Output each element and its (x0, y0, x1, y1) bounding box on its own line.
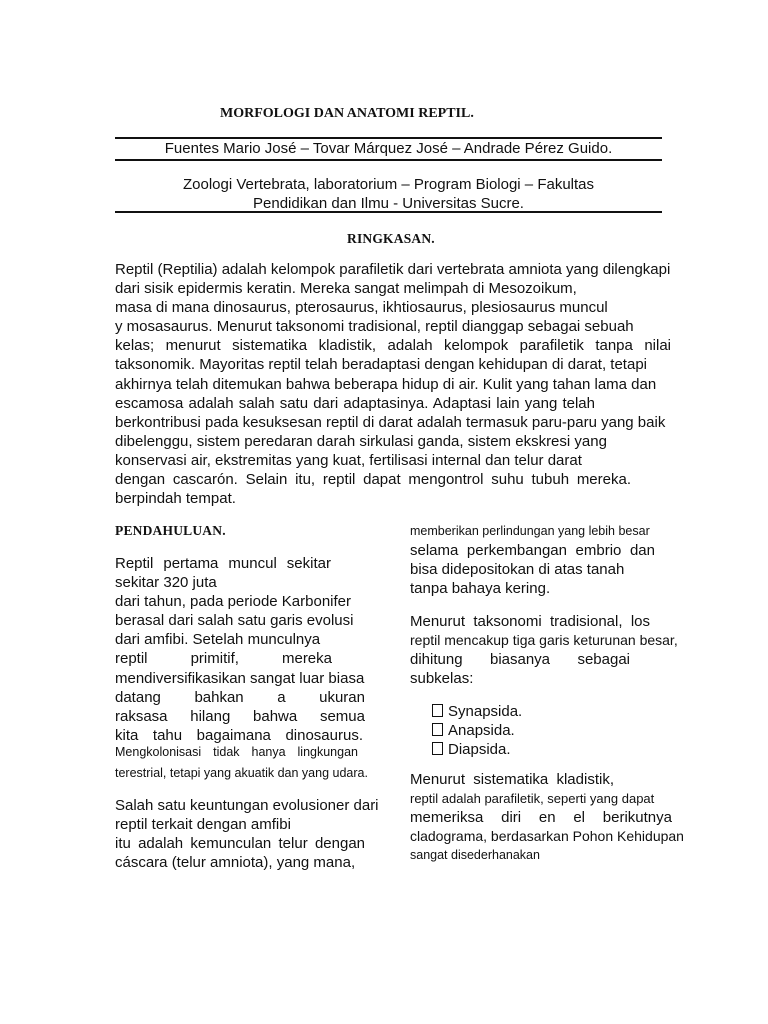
summary-line: masa di mana dinosaurus, pterosaurus, ikhtiosaurus, plesiosaurus muncul (115, 299, 608, 317)
author-list: Fuentes Mario José – Tovar Márquez José – Andrade Pérez Guido. (164, 140, 613, 157)
summary-line: berkontribusi pada kesuksesan reptil di darat adalah termasuk paru-paru yang baik (115, 413, 666, 431)
introduction-paragraph-1 (115, 554, 368, 783)
list-item-label: Diapsida. (448, 741, 511, 758)
checkbox-glyph-icon (432, 742, 443, 755)
right-line: reptil mencakup tiga garis keturunan besar, (410, 632, 678, 649)
intro-line: datang bahkan a ukuran (115, 688, 365, 706)
intro-line: dari tahun, pada periode Karbonifer (115, 593, 352, 611)
intro-line: raksasa hilang bahwa semua (115, 707, 365, 725)
affiliation-line: Pendidikan dan Ilmu - Universitas Sucre. (253, 195, 524, 212)
summary-line: Reptil (Reptilia) adalah kelompok parafiletik dari vertebrata amniota yang dilengkapi (115, 261, 671, 278)
right-line: memeriksa diri en el berikutnya (410, 809, 672, 827)
summary-line: dibelenggu, sistem peredaran darah sirkulasi ganda, sistem ekskresi yang (115, 432, 607, 450)
rule-middle (115, 159, 662, 161)
rule-top (115, 137, 662, 139)
rule-bottom (115, 211, 662, 213)
summary-line: berpindah tempat. (115, 490, 236, 508)
intro-line: reptil terkait dengan amfibi (115, 816, 291, 834)
summary-line: akhirnya telah ditemukan bahwa beberapa hidup di air. Kulit yang tahan lama dan (115, 375, 657, 393)
introduction-heading: PENDAHULUAN. (115, 523, 226, 538)
list-item (432, 740, 522, 759)
right-line: bisa didepositokan di atas tanah (410, 561, 625, 579)
intro-line: dari amfibi. Setelah munculnya (115, 631, 321, 649)
list-item (432, 721, 522, 740)
right-paragraph-2 (410, 612, 690, 688)
right-line: Menurut taksonomi tradisional, los (410, 613, 650, 630)
subclass-list (432, 702, 522, 759)
checkbox-glyph-icon (432, 704, 443, 717)
right-line: cladograma, berdasarkan Pohon Kehidupan (410, 828, 684, 845)
summary-line: y mosasaurus. Menurut taksonomi tradisional, reptil dianggap sebagai sebuah (115, 318, 634, 336)
summary-heading: RINGKASAN. (347, 231, 435, 246)
affiliation-line: Zoologi Vertebrata, laboratorium – Program Biologi – Fakultas (182, 176, 595, 193)
right-paragraph-1 (410, 522, 690, 598)
document-title: MORFOLOGI DAN ANATOMI REPTIL. (220, 106, 474, 121)
summary-line: kelas; menurut sistematika kladistik, adalah kelompok parafiletik tanpa nilai (115, 337, 671, 355)
right-line: tanpa bahaya kering. (410, 580, 551, 598)
intro-line: reptil primitif, mereka (115, 650, 332, 668)
intro-line: terestrial, tetapi yang akuatik dan yang udara. (115, 766, 368, 781)
right-line: sangat disederhanakan (410, 848, 540, 863)
right-line: reptil adalah parafiletik, seperti yang dapat (410, 791, 655, 807)
right-line: dihitung biasanya sebagai (410, 651, 630, 669)
intro-line: cáscara (telur amniota), yang mana, (115, 854, 356, 872)
intro-line: mendiversifikasikan sangat luar biasa (115, 669, 365, 687)
intro-line: berasal dari salah satu garis evolusi (115, 612, 354, 630)
intro-line: Mengkolonisasi tidak hanya lingkungan (115, 744, 358, 759)
right-line: selama perkembangan embrio dan (410, 542, 655, 560)
introduction-paragraph-2 (115, 796, 380, 872)
intro-line: Salah satu keuntungan evolusioner dari (115, 797, 379, 814)
summary-line: taksonomik. Mayoritas reptil telah beradaptasi dengan kehidupan di darat, tetapi (115, 356, 647, 374)
summary-line: escamosa adalah salah satu dari adaptasinya. Adaptasi lain yang telah (115, 394, 595, 412)
right-line: subkelas: (410, 670, 474, 688)
list-item-label: Synapsida. (448, 703, 523, 720)
list-item (432, 702, 522, 721)
summary-paragraph (115, 260, 671, 508)
intro-line: Reptil pertama muncul sekitar (115, 555, 331, 572)
summary-line: dengan cascarón. Selain itu, reptil dapat mengontrol suhu tubuh mereka. (115, 471, 631, 489)
right-line: memberikan perlindungan yang lebih besar (410, 524, 650, 538)
summary-line: konservasi air, ekstremitas yang kuat, fertilisasi internal dan telur darat (115, 451, 582, 469)
right-paragraph-3 (410, 770, 690, 865)
affiliation (115, 175, 662, 213)
intro-line: itu adalah kemunculan telur dengan (115, 835, 365, 853)
intro-line: sekitar 320 juta (115, 574, 217, 592)
checkbox-glyph-icon (432, 723, 443, 736)
summary-line: dari sisik epidermis keratin. Mereka sangat melimpah di Mesozoikum, (115, 280, 577, 298)
intro-line: kita tahu bagaimana dinosaurus. (115, 726, 363, 744)
right-line: Menurut sistematika kladistik, (410, 771, 614, 788)
list-item-label: Anapsida. (448, 722, 515, 739)
